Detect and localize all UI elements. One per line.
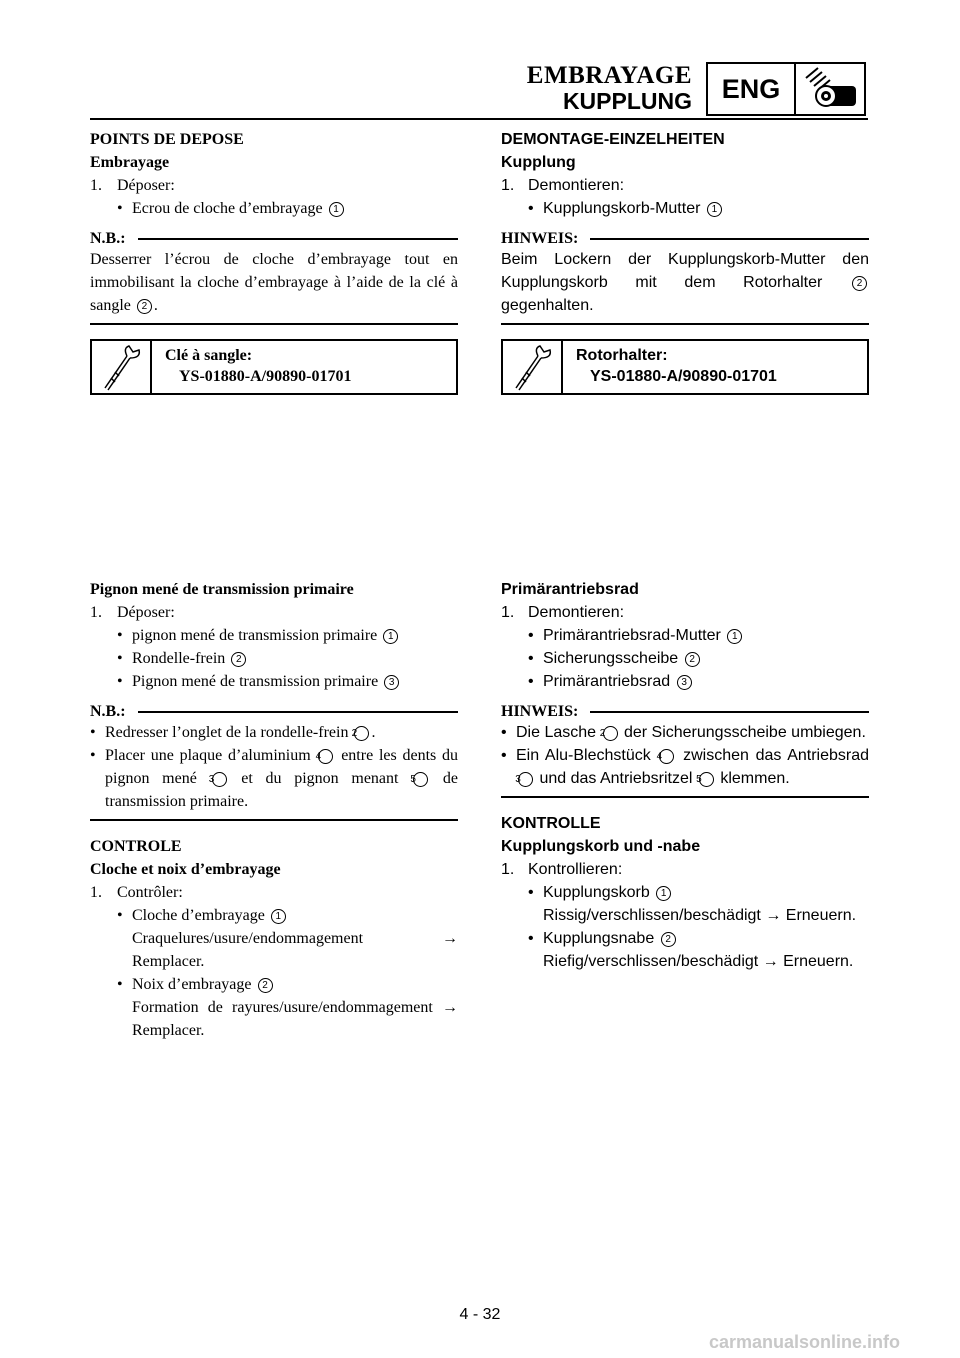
note-text: Ein Alu-Blechstück bbox=[516, 747, 651, 764]
tool-name: Clé à sangle: bbox=[165, 347, 253, 364]
section-badge bbox=[706, 62, 866, 116]
header-title-fr: EMBRAYAGE bbox=[526, 62, 692, 89]
fr-list-item bbox=[90, 670, 458, 693]
note-text: Die Lasche bbox=[516, 724, 597, 741]
de-note-bullet: • Ein Alu-Blechstück 4 zwischen das Antriebsrad 3 und das Antriebsritzel 5 klemmen. bbox=[501, 747, 870, 787]
de-item-desc: Rissig/verschlissen/beschädigt → Erneuern. bbox=[543, 907, 857, 924]
ref-2: 2 bbox=[258, 978, 273, 993]
bullet: • bbox=[117, 976, 123, 993]
bullet: • bbox=[117, 627, 123, 644]
note-text: Desserrer l’écrou de cloche d’embrayage tout en immobilisant la cloche d’embrayage à l’aide de la clé à sangle bbox=[90, 251, 458, 314]
de-section2-title: Primärantriebsrad bbox=[501, 581, 639, 598]
ref-3: 3 bbox=[384, 675, 399, 690]
de-note-text: Beim Lockern der Kupplungskorb-Mutter den Kupplungskorb mit dem Rotorhalter 2 gegenhalten. bbox=[501, 251, 869, 314]
step-number: 1. bbox=[501, 604, 515, 621]
bullet: • bbox=[528, 650, 534, 667]
de-subsection3-title: Kupplungskorb und -nabe bbox=[501, 838, 701, 855]
ref-3: 3 bbox=[518, 772, 533, 787]
de-special-tool-box bbox=[501, 339, 869, 395]
ref-2: 2 bbox=[354, 726, 369, 741]
ref-1: 1 bbox=[707, 202, 722, 217]
note-text: Placer une plaque d’aluminium bbox=[105, 747, 311, 764]
step-label: Kontrollieren: bbox=[528, 861, 623, 878]
step-number: 1. bbox=[501, 177, 515, 194]
fr-item-desc: Formation de rayures/usure/endommagement → Remplacer. bbox=[132, 999, 458, 1039]
bullet: • bbox=[528, 200, 534, 217]
note-label: N.B.: bbox=[90, 230, 126, 247]
ref-3: 3 bbox=[677, 675, 692, 690]
note-label: HINWEIS: bbox=[501, 230, 579, 247]
note-end-rule bbox=[90, 323, 458, 325]
de-step bbox=[501, 174, 869, 197]
fr-note-header bbox=[90, 230, 458, 248]
step-label: Demontieren: bbox=[528, 177, 625, 194]
fr-subsection-title: Embrayage bbox=[90, 154, 170, 171]
ref-2: 2 bbox=[137, 299, 152, 314]
fr-note-header bbox=[90, 703, 458, 721]
bullet: • bbox=[117, 907, 123, 924]
ref-4: 4 bbox=[318, 749, 333, 764]
bullet: • bbox=[528, 884, 534, 901]
fr-section-title: POINTS DE DEPOSE bbox=[90, 131, 244, 148]
item-text: Rondelle-frein bbox=[132, 650, 226, 667]
de-section-title: DEMONTAGE-EINZELHEITEN bbox=[501, 131, 725, 148]
note-end-rule bbox=[501, 796, 869, 798]
ref-1: 1 bbox=[656, 886, 671, 901]
german-column bbox=[501, 128, 869, 973]
page-number: 4 - 32 bbox=[459, 1306, 501, 1323]
step-number: 1. bbox=[90, 604, 102, 621]
ref-2: 2 bbox=[231, 652, 246, 667]
step-label: Demontieren: bbox=[528, 604, 625, 621]
fr-list-item bbox=[90, 197, 458, 220]
fr-subsection3-title: Cloche et noix d’embrayage bbox=[90, 861, 281, 878]
bullet: • bbox=[117, 650, 123, 667]
de-step bbox=[501, 858, 869, 881]
fr-note-bullet: • Redresser l’onglet de la rondelle-frein 2 . bbox=[90, 724, 376, 741]
step-label: Déposer: bbox=[117, 604, 175, 621]
header-title-de: KUPPLUNG bbox=[562, 88, 692, 114]
de-section3-title: KONTROLLE bbox=[501, 815, 601, 832]
de-step bbox=[501, 601, 869, 624]
ref-5: 5 bbox=[699, 772, 714, 787]
fr-list-item bbox=[90, 904, 458, 927]
de-list-item bbox=[501, 881, 869, 904]
de-list-item bbox=[501, 927, 869, 950]
eng-label: ENG bbox=[708, 64, 796, 114]
engine-icon bbox=[796, 64, 864, 114]
de-note-header bbox=[501, 703, 869, 721]
de-item-desc: Riefig/verschlissen/beschädigt → Erneuern. bbox=[543, 953, 854, 970]
fr-step bbox=[90, 174, 458, 197]
de-list-item bbox=[501, 624, 869, 647]
de-note-bullet: • Die Lasche 2 der Sicherungsscheibe umbiegen. bbox=[501, 724, 866, 741]
bullet: • bbox=[117, 200, 123, 217]
step-label: Déposer: bbox=[117, 177, 175, 194]
note-text: Beim Lockern der Kupplungskorb-Mutter den Kupplungskorb mit dem Rotorhalter bbox=[501, 251, 869, 291]
de-subsection-title: Kupplung bbox=[501, 154, 576, 171]
item-text: Kupplungskorb-Mutter bbox=[543, 200, 701, 217]
bullet: • bbox=[117, 673, 123, 690]
ref-2: 2 bbox=[661, 932, 676, 947]
ref-2: 2 bbox=[603, 726, 618, 741]
step-label: Contrôler: bbox=[117, 884, 183, 901]
ref-1: 1 bbox=[727, 629, 742, 644]
wrench-icon bbox=[92, 341, 152, 393]
fr-section2-title: Pignon mené de transmission primaire bbox=[90, 581, 354, 598]
item-text: Pignon mené de transmission primaire bbox=[132, 673, 379, 690]
tool-name: Rotorhalter: bbox=[576, 347, 668, 364]
fr-note-bullet: • Placer une plaque d’aluminium 4 entre les dents du pignon mené 3 et du pignon menant 5 de transmission primaire. bbox=[90, 747, 459, 810]
ref-5: 5 bbox=[413, 772, 428, 787]
step-number: 1. bbox=[90, 177, 102, 194]
note-end-rule bbox=[90, 819, 458, 821]
ref-1: 1 bbox=[329, 202, 344, 217]
item-text: Ecrou de cloche d’embrayage bbox=[132, 200, 323, 217]
de-note-header bbox=[501, 230, 869, 248]
fr-list-item bbox=[90, 647, 458, 670]
ref-2: 2 bbox=[852, 276, 867, 291]
de-list-item bbox=[501, 670, 869, 693]
ref-1: 1 bbox=[383, 629, 398, 644]
wrench-icon bbox=[503, 341, 563, 393]
item-text: Noix d’embrayage bbox=[132, 976, 252, 993]
fr-section3-title: CONTROLE bbox=[90, 838, 182, 855]
item-text: Sicherungsscheibe bbox=[543, 650, 679, 667]
bullet: • bbox=[528, 627, 534, 644]
step-number: 1. bbox=[501, 861, 515, 878]
item-text: Kupplungskorb bbox=[543, 884, 650, 901]
tool-code: YS-01880-A/90890-01701 bbox=[590, 368, 777, 385]
note-text: Redresser l’onglet de la rondelle-frein bbox=[105, 724, 349, 741]
bullet: • bbox=[528, 930, 534, 947]
de-list-item bbox=[501, 647, 869, 670]
fr-list-item bbox=[90, 973, 458, 996]
step-number: 1. bbox=[90, 884, 102, 901]
ref-4: 4 bbox=[659, 749, 674, 764]
french-column bbox=[90, 128, 458, 1042]
item-text: pignon mené de transmission primaire bbox=[132, 627, 378, 644]
ref-1: 1 bbox=[271, 909, 286, 924]
note-end-rule bbox=[501, 323, 869, 325]
item-text: Cloche d’embrayage bbox=[132, 907, 265, 924]
fr-item-desc: Craquelures/usure/endommagement → Remplacer. bbox=[132, 930, 458, 970]
de-list-item bbox=[501, 197, 869, 220]
item-text: Primärantriebsrad-Mutter bbox=[543, 627, 721, 644]
note-label: N.B.: bbox=[90, 703, 126, 720]
fr-step bbox=[90, 601, 458, 624]
header-rule bbox=[90, 118, 868, 120]
fr-step bbox=[90, 881, 458, 904]
fr-list-item bbox=[90, 624, 458, 647]
fr-note-text: Desserrer l’écrou de cloche d’embrayage tout en immobilisant la cloche d’embrayage à l’aide de la clé à sangle 2 . bbox=[90, 251, 458, 314]
fr-special-tool-box bbox=[90, 339, 458, 395]
item-text: Kupplungsnabe bbox=[543, 930, 655, 947]
watermark: carmanualsonline.info bbox=[708, 1332, 900, 1352]
ref-2: 2 bbox=[685, 652, 700, 667]
item-text: Primärantriebsrad bbox=[543, 673, 671, 690]
ref-3: 3 bbox=[212, 772, 227, 787]
note-label: HINWEIS: bbox=[501, 703, 579, 720]
tool-code: YS-01880-A/90890-01701 bbox=[179, 368, 352, 385]
bullet: • bbox=[528, 673, 534, 690]
